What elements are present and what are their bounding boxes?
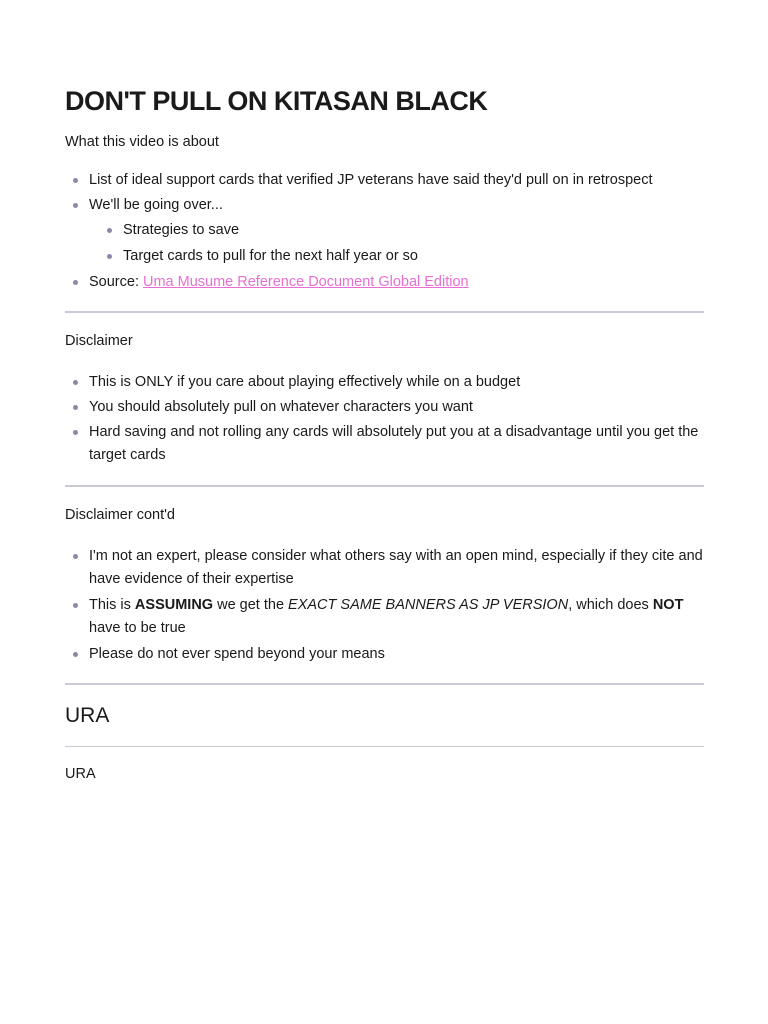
list-item xyxy=(65,594,704,640)
source-link[interactable]: Uma Musume Reference Document Global Edition xyxy=(143,274,469,290)
list-item xyxy=(65,371,704,394)
list-item-text: List of ideal support cards that verified JP veterans have said they'd pull on in retrospect xyxy=(89,172,653,188)
list-item-text: You should absolutely pull on whatever characters you want xyxy=(89,399,473,415)
list-item xyxy=(65,545,704,591)
list-item xyxy=(65,396,704,419)
list-item xyxy=(65,194,704,268)
text-run: we get the xyxy=(213,597,289,613)
list-item-text: I'm not an expert, please consider what others say with an open mind, especially if they cite and have evidence of their expertise xyxy=(89,548,703,587)
list-item xyxy=(65,169,704,192)
section-heading-ura: URA xyxy=(65,704,110,727)
source-label: Source: xyxy=(89,274,143,290)
sub-list xyxy=(99,219,704,268)
section-heading-disclaimer-contd: Disclaimer cont'd xyxy=(65,507,175,523)
emphasis-banners: EXACT SAME BANNERS AS JP VERSION xyxy=(288,597,569,613)
list-item-text: Please do not ever spend beyond your means xyxy=(89,646,385,662)
list-item-text: Strategies to save xyxy=(123,222,240,238)
ura-body: URA xyxy=(65,766,96,782)
list-item-text: This is ONLY if you care about playing effectively while on a budget xyxy=(89,374,521,390)
about-list xyxy=(65,169,704,294)
page-title: DON'T PULL ON KITASAN BLACK xyxy=(65,86,488,116)
list-item xyxy=(65,271,704,294)
divider xyxy=(65,683,704,685)
sub-list-item xyxy=(99,219,704,242)
divider xyxy=(65,311,704,313)
sub-list-item xyxy=(99,245,704,268)
text-run: , which does xyxy=(568,597,653,613)
section-heading-about: What this video is about xyxy=(65,134,219,150)
section-heading-disclaimer: Disclaimer xyxy=(65,333,133,349)
divider xyxy=(65,746,704,747)
list-item-text: We'll be going over... xyxy=(89,197,223,213)
disclaimer-list xyxy=(65,371,704,467)
list-item xyxy=(65,421,704,467)
emphasis-assuming: ASSUMING xyxy=(134,597,214,613)
list-item xyxy=(65,643,704,666)
list-item-text: Target cards to pull for the next half year or so xyxy=(123,248,418,264)
text-run: have to be true xyxy=(89,620,186,636)
text-run: This is xyxy=(89,597,135,613)
divider xyxy=(65,485,704,487)
emphasis-not: NOT xyxy=(652,597,684,613)
disclaimer-contd-list xyxy=(65,545,704,666)
list-item-text: Hard saving and not rolling any cards will absolutely put you at a disadvantage until you get the target cards xyxy=(89,424,699,463)
